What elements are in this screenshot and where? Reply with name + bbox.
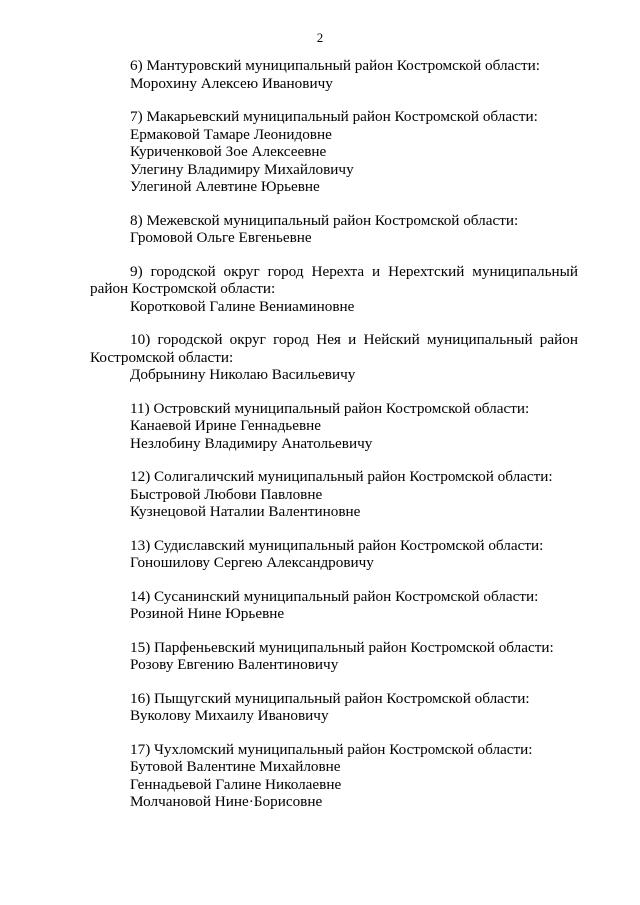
district-heading: 16) Пыщугский муниципальный район Костромской области: bbox=[130, 689, 530, 707]
district-heading: 7) Макарьевский муниципальный район Костромской области: bbox=[130, 108, 538, 125]
recipient-name: Коротковой Галине Вениаминовне bbox=[130, 297, 355, 315]
district-heading: 8) Межевской муниципальный район Костромской области: bbox=[130, 211, 519, 229]
recipient-name: Кузнецовой Наталии Валентиновне bbox=[130, 503, 361, 520]
district-heading: 10) городской округ город Нея и Нейский муниципальный район Костромской области: bbox=[90, 331, 578, 366]
district-section bbox=[90, 212, 578, 247]
district-heading: 15) Парфеньевский муниципальный район Костромской области: bbox=[130, 638, 554, 656]
district-heading: 11) Островский муниципальный район Костромской области: bbox=[130, 399, 530, 417]
recipient-name: Вуколову Михаилу Ивановичу bbox=[130, 707, 329, 724]
recipient-name: Улегиной Алевтине Юрьевне bbox=[130, 178, 320, 195]
district-section bbox=[90, 400, 578, 453]
district-section bbox=[90, 537, 578, 572]
recipient-name: Розову Евгению Валентиновичу bbox=[130, 656, 339, 673]
district-section bbox=[90, 690, 578, 725]
recipient-name: Геннадьевой Галине Николаевне bbox=[130, 775, 342, 793]
district-section bbox=[90, 331, 578, 384]
district-heading: 12) Солигаличский муниципальный район Костромской области: bbox=[130, 468, 553, 485]
district-section bbox=[90, 639, 578, 674]
recipient-name: Гоношилову Сергею Александровичу bbox=[130, 554, 374, 571]
recipient-name: Канаевой Ирине Геннадьевне bbox=[130, 417, 322, 434]
document-body bbox=[90, 57, 578, 827]
district-heading: 14) Сусанинский муниципальный район Костромской области: bbox=[130, 587, 539, 605]
district-section bbox=[90, 108, 578, 196]
recipient-name: Громовой Ольге Евгеньевне bbox=[130, 229, 312, 246]
district-section bbox=[90, 468, 578, 521]
district-heading: 6) Мантуровский муниципальный район Костромской области: bbox=[130, 57, 541, 74]
district-heading: 13) Судиславский муниципальный район Костромской области: bbox=[130, 536, 544, 554]
recipient-name: Улегину Владимиру Михайловичу bbox=[130, 160, 354, 178]
district-heading: 17) Чухломский муниципальный район Костромской области: bbox=[130, 740, 533, 758]
district-section bbox=[90, 741, 578, 811]
recipient-name: Незлобину Владимиру Анатольевичу bbox=[130, 434, 373, 452]
district-section bbox=[90, 57, 578, 92]
district-section bbox=[90, 263, 578, 316]
page-number: 2 bbox=[316, 30, 324, 45]
recipient-name: Добрынину Николаю Васильевичу bbox=[130, 366, 356, 383]
recipient-name: Быстровой Любови Павловне bbox=[130, 485, 323, 503]
recipient-name: Молчановой Нине·Борисовне bbox=[130, 793, 323, 810]
recipient-name: Розиной Нине Юрьевне bbox=[130, 605, 285, 622]
district-section bbox=[90, 588, 578, 623]
recipient-name: Ермаковой Тамаре Леонидовне bbox=[130, 125, 332, 143]
recipient-name: Бутовой Валентине Михайловне bbox=[130, 758, 341, 775]
recipient-name: Морохину Алексею Ивановичу bbox=[130, 74, 333, 92]
recipient-name: Куриченковой Зое Алексеевне bbox=[130, 143, 327, 160]
district-heading: 9) городской округ город Нерехта и Нерехтский муниципальный район Костромской области: bbox=[90, 262, 578, 297]
